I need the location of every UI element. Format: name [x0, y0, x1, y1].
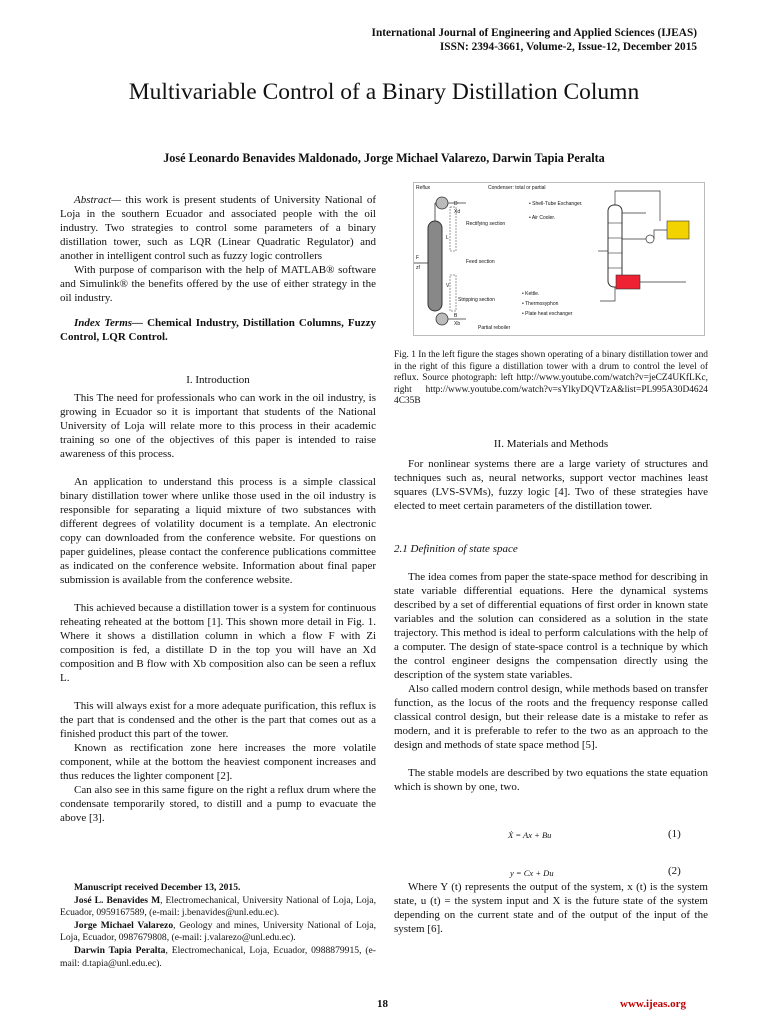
label-condenser: Condenser: total or partial [488, 185, 546, 191]
intro-body [60, 391, 376, 825]
footnotes [60, 882, 376, 970]
equation-1-number: (1) [668, 828, 681, 840]
abstract-text: this work is present students of University National of Loja in the southern Ecuador and associated people with the oil industry. Two strategies to control some parameters of a binary distillation tower, such as LQR (Linear Quadratic Regulator) and another in intelligent control such as fuzzy logic controllers [60, 194, 376, 262]
methods-body [394, 570, 708, 794]
index-terms-text: Chemical Industry, Distillation Columns, Fuzzy Control, LQR Control. [60, 317, 376, 343]
label-v: V [446, 283, 450, 289]
condenser-left [436, 197, 448, 209]
label-xd: Xd [454, 209, 461, 215]
methods-paragraph-1: For nonlinear systems there are a large variety of structures and techniques such as, neural networks, support vector machines least squares (LVS-SVMs), fuzzy logic [4]. Two of these strategies have elected to meet certain parameters of the distillation tower. [394, 458, 708, 512]
manuscript-received: Manuscript received December 13, 2015. [74, 882, 241, 893]
methods-paragraph-2: The idea comes from paper the state-space method for describing in state variable differential equations. Here the dynamical systems described by a set of differential equations of first order in known state variables and the solution can considered as a solution in the state trajectory. This method is ideal to perform calculations with the help of a computer. The design of state-space control is a technique by which the control engineer designs the compensation directly using the description of the system state variables. [394, 571, 708, 681]
label-plate: • Plate heat exchanger [522, 311, 573, 317]
label-kettle: • Kettle. [522, 291, 540, 297]
label-reflux: Reflux [416, 185, 431, 191]
label-shell: • Shell-Tube Exchanger. [529, 201, 583, 207]
label-f: F [416, 255, 420, 261]
index-terms-label: Index Terms— [74, 317, 144, 329]
figure-distillation [413, 182, 705, 336]
journal-name: International Journal of Engineering and Applied Sciences (IJEAS) [371, 27, 697, 39]
pump-right [646, 235, 654, 243]
author-1-name: José L. Benavides M [74, 894, 161, 906]
label-l: L [446, 235, 449, 241]
author-2-name: Jorge Michael Valarezo [74, 919, 174, 931]
intro-paragraph-2: An application to understand this process is a simple classical binary distillation tower where unlike those used in the oil industry is responsible for separating a liquid mixture of two substances with different degrees of volatility document is a template. An electronic copy can downloaded from the conference website. For questions on paper guidelines, please contact the conference publications committee as indicated on the conference website. Information about final paper submission is available from the conference website. [60, 476, 376, 586]
methods-paragraph-5: Where Y (t) represents the output of the system, x (t) is the system state, u (t) = the system input and X is the future state of the system depending on the current state and of the output of the input of the system [6]. [394, 881, 708, 935]
column-left [428, 221, 442, 311]
author-1-info: , Electromechanical, University National of Loja, Loja, Ecuador, 0959167589, (e-mail: j.benavides@unl.edu.ec). [60, 894, 376, 919]
abstract-text-2: With purpose of comparison with the help of MATLAB® software and Simulink® the benefits offered by the use of either strategy in the oil industry. [60, 264, 376, 304]
abstract [60, 193, 376, 305]
label-rectifying: Rectifying section [466, 221, 506, 227]
reboiler-left [436, 313, 448, 325]
intro-paragraph-5: Known as rectification zone here increases the more volatile component, while at the bottom the heaviest component increases and thus reduces the lighter component [2]. [60, 742, 376, 782]
label-stripping: Stripping section [458, 297, 495, 303]
label-xb: Xb [454, 321, 461, 327]
abstract-label: Abstract— [74, 194, 122, 206]
subsection-heading-state-space: 2.1 Definition of state space [394, 543, 518, 555]
methods-paragraph-3: Also called modern control design, while methods based on transfer function, as the locus of the roots and the frequency response called classical control design, but their release date is a mistake to refer as modern, and it is preferable to refer to the two as an approach to the design and methods of state space method [5]. [394, 683, 708, 751]
intro-paragraph-1: This The need for professionals who can work in the oil industry, is growing in Ecuador so it is important that students of the National University of Loja will relate more to this process in their academic training so one of the objectives of this paper is intended to raise awareness of this process. [60, 392, 376, 460]
label-reboiler: Partial reboiler [478, 325, 511, 331]
equation-2: y = Cx + Du [510, 868, 554, 878]
label-d: D [454, 201, 458, 207]
section-heading-intro: I. Introduction [186, 374, 250, 386]
author-2-info: , Geology and mines, University National of Loja, Loja, Ecuador, 0987679808, (e-mail: j.valarezo@unl.edu.ec). [60, 919, 376, 944]
intro-paragraph-6: Can also see in this same figure on the right a reflux drum where the condensate temporarily stored, to distill and a pump to evacuate the above [3]. [60, 784, 376, 824]
intro-paragraph-3: This achieved because a distillation tower is a system for continuous reheating reheated at the bottom [1]. This shown more detail in Fig. 1. Where it shows a distillation column in which a flow F with Zi composition is fed, a distillate D in the top you will have an Xd composition and B flow with Xb composition also can be seen a reflux L. [60, 602, 376, 684]
figure-caption: Fig. 1 In the left figure the stages shown operating of a binary distillation tower and in the right of this figure a distillation tower with a drum to control the level of reflux. Source photograph: left http://www.youtube.com/watch?v=jeCZ4UKfLKc, right http://www.youtube.com/watch?v=sYlkyDQVTzA&list=PL995A30D4624 4C35B [394, 350, 708, 407]
equation-2-number: (2) [668, 865, 681, 877]
label-air: • Air Cooler. [529, 215, 556, 221]
label-thermosyphon: • Thermosyphon [522, 301, 559, 307]
author-3-name: Darwin Tapia Peralta [74, 944, 166, 956]
author-3-info: , Electromechanical, Loja, Ecuador, 0988879915, (e-mail: d.tapia@unl.edu.ec). [60, 944, 377, 969]
paper-title: Multivariable Control of a Binary Distillation Column [128, 79, 640, 105]
index-terms [60, 316, 376, 344]
page-number: 18 [377, 998, 388, 1010]
label-zf: zf [416, 265, 420, 271]
paper-authors: José Leonardo Benavides Maldonado, Jorge Michael Valarezo, Darwin Tapia Peralta [163, 151, 605, 165]
distillation-diagram [414, 183, 704, 335]
equation-1: Ẋ = Ax + Bu [508, 830, 552, 840]
label-feed: Feed section [466, 259, 495, 265]
methods-paragraph-4: The stable models are described by two equations the state equation which is shown by one, two. [394, 767, 708, 793]
reflux-drum-right [667, 221, 689, 239]
journal-issn: ISSN: 2394-3661, Volume-2, Issue-12, December 2015 [439, 41, 697, 53]
journal-url[interactable]: www.ijeas.org [620, 998, 686, 1010]
intro-paragraph-4: This will always exist for a more adequate purification, this reflux is the part that is condensed and the other is the part that comes out as a finished product this part of the tower. [60, 700, 376, 740]
section-heading-methods: II. Materials and Methods [493, 438, 609, 450]
label-b: B [454, 313, 458, 319]
reboiler-right [616, 275, 640, 289]
